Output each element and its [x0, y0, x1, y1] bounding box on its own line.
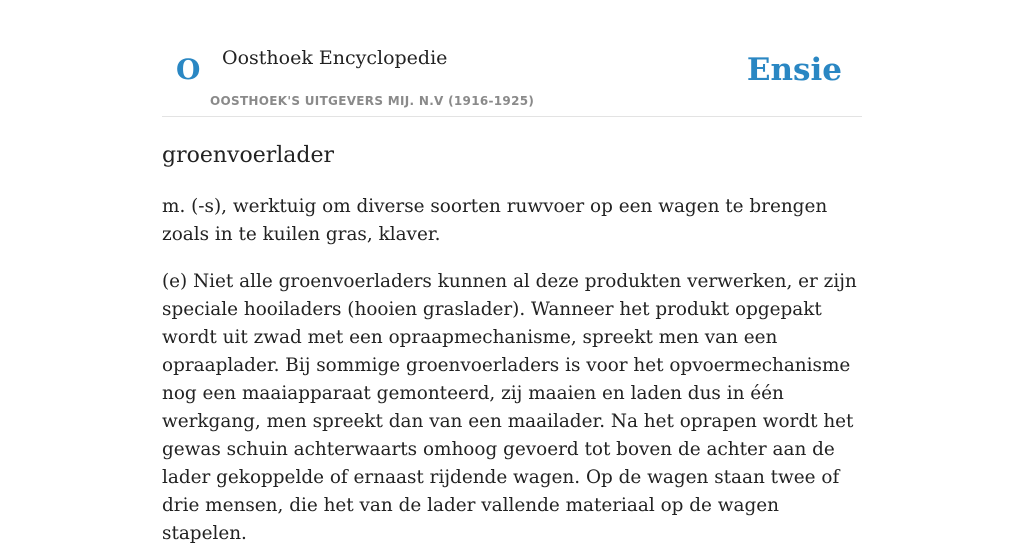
entry-headword: groenvoerlader [162, 143, 335, 168]
brand-logo-link[interactable]: Ensie [746, 52, 842, 88]
source-logo[interactable]: O [176, 53, 201, 86]
source-title[interactable]: Oosthoek Encyclopedie [222, 47, 448, 69]
source-header [162, 0, 862, 117]
entry-description: (e) Niet alle groenvoerladers kunnen al deze produkten verwerken, er zijn speciale hooiladers (hooien graslader). Wanneer het produkt opgepakt wordt uit zwad met een opraapmechanisme, spreekt men van een opraaplader. Bij sommige groenvoerladers is voor het opvoermechanisme nog een maaiapparaat gemonteerd, zij maaien en laden dus in één werkgang, men spreekt dan van een maailader. Na het oprapen wordt het gewas schuin achterwaarts omhoog gevoerd tot boven de achter aan de lader gekoppelde of ernaast rijdende wagen. Op de wagen staan twee of drie mensen, die het van de lader vallende materiaal op de wagen stapelen. [162, 271, 857, 544]
source-publisher: OOSTHOEK'S UITGEVERS MIJ. N.V (1916-1925) [210, 94, 535, 108]
entry-definition: m. (-s), werktuig om diverse soorten ruwvoer op een wagen te brengen zoals in te kuilen gras, klaver. [162, 196, 828, 245]
entry-page [162, 0, 862, 544]
